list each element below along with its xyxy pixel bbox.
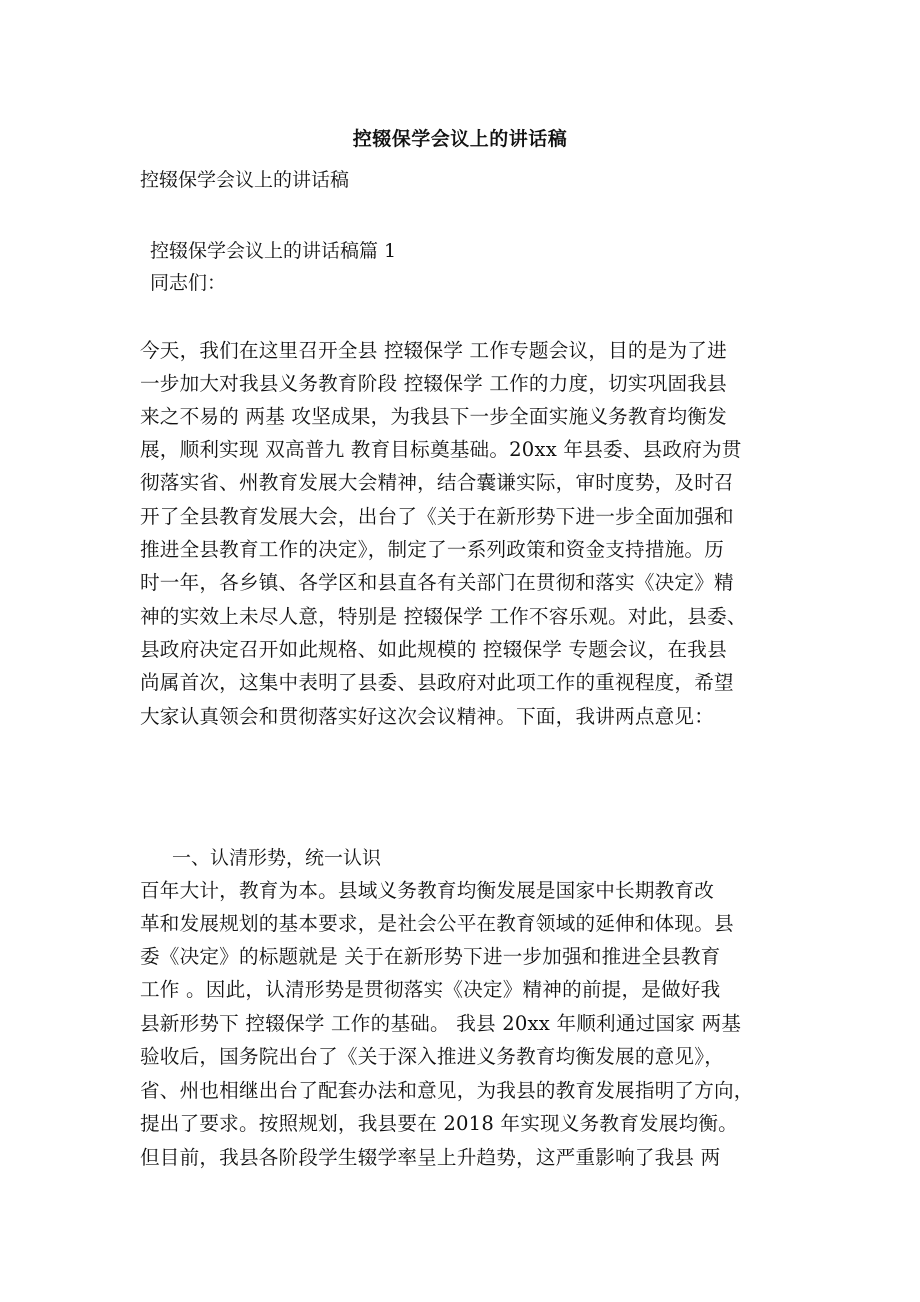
paragraph2-line: 县新形势下 控辍保学 工作的基础。 我县 20xx 年顺利通过国家 两基 bbox=[140, 1012, 742, 1035]
section-heading: 控辍保学会议上的讲话稿篇 1 bbox=[150, 240, 397, 262]
paragraph2-line: 委《决定》的标题就是 关于在新形势下进一步加强和推进全县教育 bbox=[140, 945, 721, 968]
paragraph1-line: 开了全县教育发展大会，出台了《关于在新形势下进一步全面加强和 bbox=[140, 505, 734, 528]
paragraph1-line: 来之不易的 两基 攻坚成果，为我县下一步全面实施义务教育均衡发 bbox=[140, 405, 727, 428]
paragraph2-line: 提出了要求。按照规划，我县要在 2018 年实现义务教育发展均衡。 bbox=[140, 1112, 738, 1135]
paragraph1-line: 时一年，各乡镇、各学区和县直各有关部门在贯彻和落实《决定》精 bbox=[140, 571, 734, 594]
paragraph1-line: 展，顺利实现 双高普九 教育目标奠基础。20xx 年县委、县政府为贯 bbox=[140, 438, 742, 461]
paragraph2-line: 验收后，国务院出台了《关于深入推进义务教育均衡发展的意见》， bbox=[140, 1045, 725, 1068]
paragraph2-line: 省、州也相继出台了配套办法和意见，为我县的教育发展指明了方向， bbox=[140, 1079, 754, 1102]
paragraph1-line: 尚属首次，这集中表明了县委、县政府对此项工作的重视程度，希望 bbox=[140, 671, 734, 694]
heading-1: 一、认清形势，统一认识 bbox=[172, 847, 382, 869]
paragraph1-line: 今天，我们在这里召开全县 控辍保学 工作专题会议，目的是为了进 bbox=[140, 339, 727, 362]
paragraph1-line: 推进全县教育工作的决定》，制定了一系列政策和资金支持措施。历 bbox=[140, 538, 725, 561]
paragraph1-line: 县政府决定召开如此规格、如此规模的 控辍保学 专题会议，在我县 bbox=[140, 638, 727, 661]
paragraph2-line: 百年大计，教育为本。县域义务教育均衡发展是国家中长期教育改 bbox=[140, 879, 715, 902]
paragraph1-line: 彻落实省、州教育发展大会精神，结合囊谦实际，审时度势，及时召 bbox=[140, 471, 734, 494]
document-title: 控辍保学会议上的讲话稿 bbox=[352, 128, 568, 150]
document-subtitle: 控辍保学会议上的讲话稿 bbox=[140, 169, 350, 191]
paragraph2-line: 革和发展规划的基本要求，是社会公平在教育领域的延伸和体现。县 bbox=[140, 912, 734, 935]
paragraph1-line: 一步加大对我县义务教育阶段 控辍保学 工作的力度，切实巩固我县 bbox=[140, 372, 727, 395]
paragraph1-line: 神的实效上未尽人意，特别是 控辍保学 工作不容乐观。对此，县委、 bbox=[140, 605, 747, 628]
salutation: 同志们： bbox=[150, 272, 227, 294]
paragraph2-line: 工作 。因此，认清形势是贯彻落实《决定》精神的前提，是做好我 bbox=[140, 978, 721, 1001]
paragraph2-line: 但目前，我县各阶段学生辍学率呈上升趋势，这严重影响了我县 两 bbox=[140, 1146, 721, 1169]
paragraph1-line: 大家认真领会和贯彻落实好这次会议精神。下面，我讲两点意见： bbox=[140, 705, 715, 728]
